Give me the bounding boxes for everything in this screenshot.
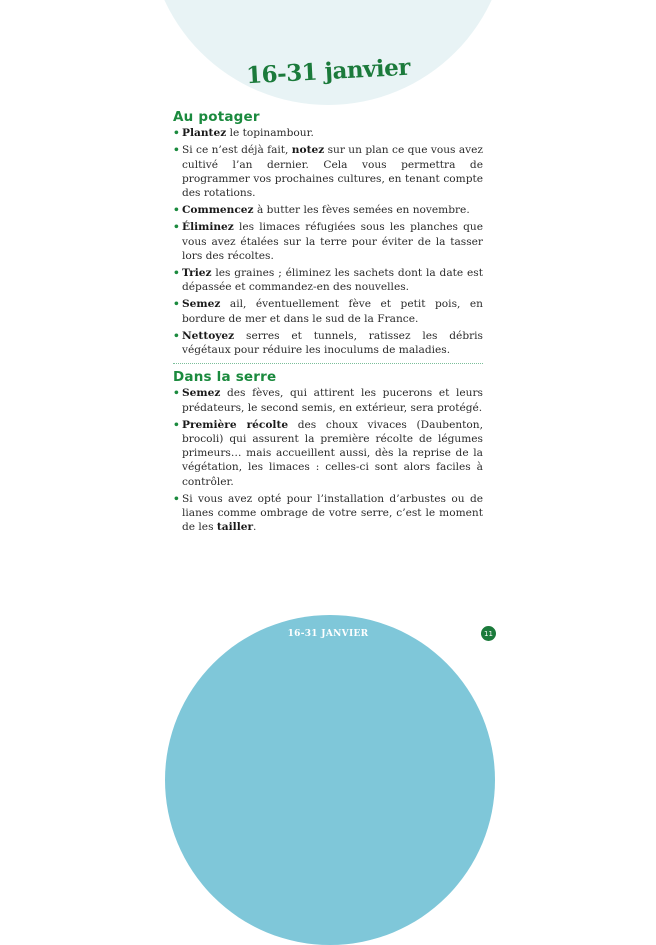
section-au-potager	[173, 110, 483, 357]
list-item: • Semez ail, éventuellement fève et petit pois, en bordure de mer et dans le sud de la France.	[173, 298, 483, 325]
task-list	[173, 126, 483, 357]
list-item: • Commencez à butter les fèves semées en novembre.	[173, 204, 470, 217]
section-dans-la-serre	[173, 370, 483, 534]
list-item: • Semez des fèves, qui attirent les pucerons et leurs prédateurs, le second semis, en extérieur, sera protégé.	[173, 387, 483, 414]
bullet-icon: •	[173, 329, 180, 342]
section-title: Dans la serre	[173, 369, 277, 386]
bullet-icon: •	[173, 418, 180, 431]
bullet-icon: •	[173, 221, 180, 234]
list-item: • Si ce n’est déjà fait, notez sur un plan ce que vous avez cultivé l’an dernier. Cela vous permettra de programmer vos prochaines cultures, en tenant compte des rotations.	[173, 144, 483, 200]
bullet-icon: •	[173, 492, 180, 505]
list-item: • Première récolte des choux vivaces (Daubenton, brocoli) qui assurent la première récolte de légumes primeurs… mais accueillent aussi, dès la reprise de la végétation, les limaces : celles-ci sont alors faciles à contrôler.	[173, 418, 483, 488]
page-title: 16-31 janvier	[245, 53, 411, 90]
task-list	[173, 386, 483, 534]
bullet-icon: •	[173, 298, 180, 311]
footer-running-title: 16-31 JANVIER	[287, 629, 369, 639]
bullet-icon: •	[173, 267, 180, 280]
bullet-icon: •	[173, 144, 180, 157]
bullet-icon: •	[173, 387, 180, 400]
list-item: • Éliminez les limaces réfugiées sous les planches que vous avez étalées sur la terre pour éviter de la tasser lors des récoltes.	[173, 221, 483, 262]
list-item: • Nettoyez serres et tunnels, ratissez les débris végétaux pour réduire les inoculums de maladies.	[173, 329, 483, 357]
bullet-icon: •	[173, 204, 180, 217]
section-title: Au potager	[173, 109, 260, 125]
list-item: • Plantez le topinambour.	[173, 127, 314, 140]
bullet-icon: •	[173, 127, 180, 140]
section-divider	[173, 363, 483, 364]
list-item: • Triez les graines ; éliminez les sachets dont la date est dépassée et commandez-en des nouvelles.	[173, 267, 483, 294]
page-number-badge: 11	[481, 626, 496, 641]
list-item: • Si vous avez opté pour l’installation d’arbustes ou de lianes comme ombrage de votre serre, c’est le moment de les tailler.	[173, 492, 483, 534]
page-content	[173, 110, 483, 537]
footer-decorative-circle	[165, 615, 495, 945]
